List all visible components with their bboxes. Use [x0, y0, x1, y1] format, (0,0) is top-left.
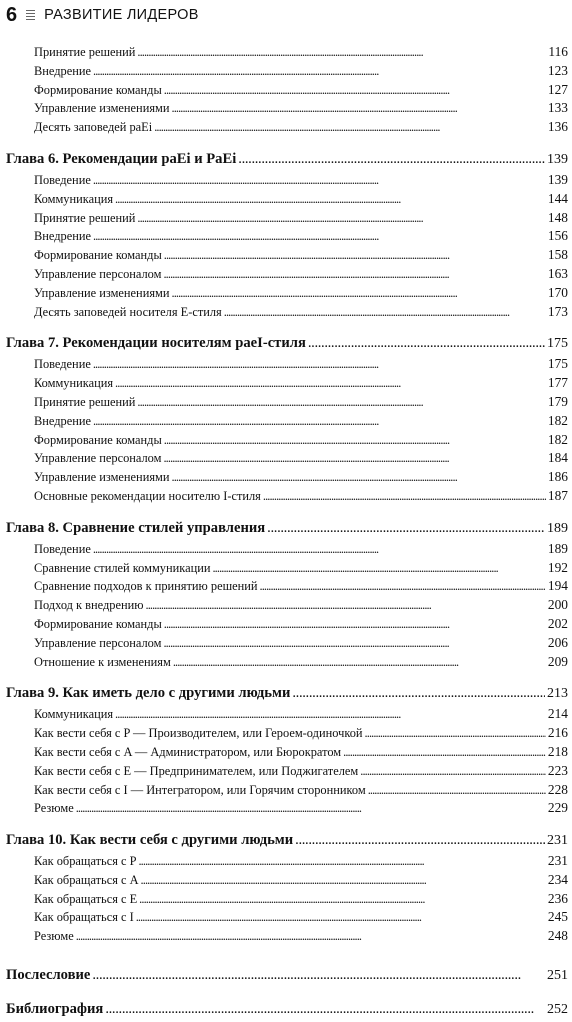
toc-entry-title: Десять заповедей paEi: [34, 120, 153, 135]
toc-entry: [6, 654, 568, 673]
toc-page-number: 192: [547, 559, 568, 575]
toc-entry-title: Коммуникация: [34, 376, 114, 391]
toc-entry: [6, 450, 568, 469]
toc-page-number: 148: [547, 209, 568, 225]
toc-entry-title: Принятие решений: [34, 210, 136, 225]
toc-entry-title: Как обращаться с P: [34, 854, 137, 869]
dot-leader: [368, 783, 546, 798]
toc-entry-title: Сравнение стилей коммуникации: [34, 560, 211, 575]
toc-entry-title: Поведение: [34, 541, 91, 556]
toc-page-number: 214: [547, 706, 568, 722]
dot-leader: [137, 211, 546, 226]
toc-entry: [6, 63, 568, 82]
toc-entry: [6, 210, 568, 229]
dot-leader: [93, 229, 546, 244]
toc-entry-title: Глава 8. Сравнение стилей управления: [6, 519, 266, 536]
toc-entry-title: Формирование команды: [34, 616, 162, 631]
dot-leader: [263, 489, 546, 504]
dot-leader: [365, 726, 546, 741]
dot-leader: [138, 854, 545, 869]
toc-page-number: 229: [547, 800, 568, 816]
toc-page-number: 133: [547, 100, 568, 116]
dot-leader: [115, 707, 546, 722]
toc-entry: [6, 909, 568, 928]
toc-entry-title: Управление изменениями: [34, 285, 170, 300]
toc-page-number: 200: [547, 597, 568, 613]
dot-leader: [360, 764, 546, 779]
toc-entry: [6, 853, 568, 872]
toc-page-number: 187: [547, 487, 568, 503]
toc-entry: [6, 744, 568, 763]
dot-leader: [308, 335, 545, 352]
dot-leader: [343, 745, 546, 760]
toc-entry-title: Коммуникация: [34, 707, 114, 722]
toc-entry-title: Подход к внедрению: [34, 598, 144, 613]
dot-leader: [260, 579, 546, 594]
toc-page-number: 182: [547, 412, 568, 428]
toc-entry-title: Формирование команды: [34, 248, 162, 263]
toc-entry-title: Поведение: [34, 172, 91, 187]
toc-page-number: 139: [547, 151, 568, 167]
toc-page-number: 136: [547, 119, 568, 135]
toc-page-number: 177: [547, 375, 568, 391]
dot-leader: [267, 520, 545, 537]
toc-entry-title: Управление изменениями: [34, 101, 170, 116]
dot-leader: [224, 305, 546, 320]
toc-page-number: 194: [547, 578, 568, 594]
dot-leader: [141, 873, 546, 888]
toc-page-number: 116: [548, 44, 568, 59]
toc-entry-title: Резюме: [34, 929, 74, 944]
toc-entry: [6, 488, 568, 507]
toc-entry: [6, 228, 568, 247]
toc-entry-title: Резюме: [34, 801, 74, 816]
dot-leader: [164, 433, 546, 448]
toc-entry: [6, 560, 568, 579]
dot-leader: [76, 801, 546, 816]
dot-leader: [238, 151, 545, 168]
toc-entry-title: Глава 10. Как вести себя с другими людьми: [6, 832, 294, 849]
toc-entry: [6, 800, 568, 819]
toc-entry-title: Внедрение: [34, 229, 91, 244]
toc-chapter-heading: [6, 520, 568, 541]
toc-chapter-heading: [6, 151, 568, 172]
toc-page-number: 170: [547, 284, 568, 300]
dot-leader: [163, 267, 545, 282]
header-separator-icon: [26, 10, 35, 21]
toc-entry: [6, 304, 568, 323]
toc-chapter-heading: [6, 335, 568, 356]
toc-entry-title: Принятие решений: [34, 394, 136, 409]
toc-entry-title: Отношение к изменениям: [34, 654, 171, 669]
toc-chapter-heading: [6, 1001, 568, 1022]
toc-page-number: 223: [547, 762, 568, 778]
toc-entry-title: Послесловие: [6, 967, 91, 984]
toc-entry-title: Глава 9. Как иметь дело с другими людьми: [6, 685, 291, 702]
toc-entry-title: Управление изменениями: [34, 470, 170, 485]
book-title: РАЗВИТИЕ ЛИДЕРОВ: [44, 7, 199, 23]
toc-page-number: 127: [547, 81, 568, 97]
toc-entry: [6, 872, 568, 891]
toc-entry-title: Управление персоналом: [34, 451, 162, 466]
dot-leader: [137, 395, 546, 410]
toc-entry-title: Формирование команды: [34, 432, 162, 447]
toc-entry: [6, 469, 568, 488]
toc-page-number: 252: [547, 1002, 568, 1018]
toc-entry: [6, 432, 568, 451]
dot-leader: [172, 470, 546, 485]
toc-entry: [6, 763, 568, 782]
toc-page-number: 216: [547, 725, 568, 741]
toc-chapter-heading: [6, 832, 568, 853]
toc-entry: [6, 891, 568, 910]
table-of-contents: [6, 44, 568, 1022]
toc-entry: [6, 172, 568, 191]
toc-entry-title: Внедрение: [34, 63, 91, 78]
toc-entry: [6, 394, 568, 413]
dot-leader: [173, 655, 546, 670]
toc-entry: [6, 578, 568, 597]
dot-leader: [172, 101, 546, 116]
toc-entry: [6, 356, 568, 375]
toc-entry-title: Как обращаться с I: [34, 910, 134, 925]
toc-entry: [6, 100, 568, 119]
dot-leader: [93, 357, 546, 372]
running-header: [6, 4, 199, 26]
toc-entry: [6, 635, 568, 654]
dot-leader: [137, 45, 546, 60]
toc-entry: [6, 285, 568, 304]
toc-entry-title: Глава 7. Рекомендации носителям paeI-стиля: [6, 335, 306, 352]
toc-entry-title: Управление персоналом: [34, 266, 162, 281]
dot-leader: [154, 120, 546, 135]
toc-entry-title: Библиография: [6, 1001, 104, 1018]
toc-entry: [6, 119, 568, 138]
dot-leader: [172, 286, 546, 301]
toc-page-number: 245: [547, 909, 568, 925]
toc-entry-title: Как обращаться с A: [34, 872, 139, 887]
dot-leader: [93, 173, 546, 188]
toc-page-number: 218: [547, 743, 568, 759]
toc-page-number: 139: [547, 171, 568, 187]
toc-entry-title: Поведение: [34, 357, 91, 372]
toc-entry: [6, 725, 568, 744]
dot-leader: [292, 685, 545, 702]
toc-entry-title: Десять заповедей носителя E-стиля: [34, 304, 222, 319]
toc-entry: [6, 266, 568, 285]
toc-entry-title: Формирование команды: [34, 82, 162, 97]
toc-entry: [6, 928, 568, 947]
dot-leader: [164, 83, 546, 98]
dot-leader: [93, 64, 546, 79]
toc-page-number: 206: [547, 634, 568, 650]
toc-page-number: 186: [547, 469, 568, 485]
toc-page-number: 213: [547, 686, 568, 702]
toc-chapter-heading: [6, 685, 568, 706]
toc-entry: [6, 413, 568, 432]
dot-leader: [92, 967, 545, 984]
page-number: 6: [6, 3, 18, 26]
dot-leader: [136, 910, 546, 925]
toc-entry: [6, 782, 568, 801]
toc-page-number: 189: [547, 520, 568, 536]
toc-entry: [6, 616, 568, 635]
dot-leader: [295, 832, 545, 849]
toc-page-number: 189: [547, 540, 568, 556]
toc-page-number: 251: [547, 968, 568, 984]
toc-page-number: 228: [547, 781, 568, 797]
toc-page-number: 236: [547, 890, 568, 906]
toc-page-number: 175: [547, 356, 568, 372]
toc-page-number: 231: [547, 833, 568, 849]
toc-page-number: 209: [547, 653, 568, 669]
dot-leader: [146, 598, 546, 613]
dot-leader: [93, 542, 546, 557]
toc-entry-title: Как обращаться с E: [34, 891, 138, 906]
dot-leader: [93, 414, 546, 429]
toc-page-number: 123: [547, 62, 568, 78]
dot-leader: [139, 892, 546, 907]
toc-entry: [6, 541, 568, 560]
toc-page-number: 231: [547, 853, 568, 869]
toc-entry-title: Коммуникация: [34, 191, 114, 206]
toc-page-number: 144: [547, 190, 568, 206]
dot-leader: [105, 1001, 545, 1018]
toc-page-number: 175: [547, 336, 568, 352]
toc-chapter-heading: [6, 967, 568, 988]
toc-entry-title: Управление персоналом: [34, 635, 162, 650]
toc-entry: [6, 82, 568, 101]
toc-page-number: 184: [547, 450, 568, 466]
toc-page-number: 234: [547, 871, 568, 887]
toc-page-number: 163: [547, 265, 568, 281]
toc-entry: [6, 375, 568, 394]
toc-page-number: 248: [547, 928, 568, 944]
toc-entry: [6, 597, 568, 616]
toc-entry-title: Глава 6. Рекомендации paEi и PaEi: [6, 150, 237, 167]
toc-page-number: 202: [547, 615, 568, 631]
toc-page-number: 158: [547, 247, 568, 263]
dot-leader: [163, 636, 545, 651]
dot-leader: [163, 451, 545, 466]
toc-entry-title: Сравнение подходов к принятию решений: [34, 579, 258, 594]
toc-entry: [6, 706, 568, 725]
dot-leader: [164, 617, 546, 632]
toc-entry-title: Как вести себя с P — Производителем, или Героем-одиночкой: [34, 726, 363, 741]
toc-entry-title: Как вести себя с A — Администратором, или Бюрократом: [34, 744, 342, 759]
toc-entry: [6, 247, 568, 266]
toc-entry: [6, 44, 568, 63]
toc-entry: [6, 191, 568, 210]
toc-entry-title: Как вести себя с E — Предпринимателем, или Поджигателем: [34, 763, 359, 778]
toc-entry-title: Основные рекомендации носителю I-стиля: [34, 488, 261, 503]
toc-entry-title: Как вести себя с I — Интегратором, или Горячим сторонником: [34, 782, 366, 797]
dot-leader: [76, 929, 546, 944]
toc-page-number: 179: [547, 393, 568, 409]
dot-leader: [115, 376, 546, 391]
dot-leader: [164, 248, 546, 263]
toc-page-number: 156: [547, 228, 568, 244]
toc-entry-title: Внедрение: [34, 413, 91, 428]
dot-leader: [115, 192, 546, 207]
toc-page-number: 173: [547, 303, 568, 319]
dot-leader: [212, 561, 545, 576]
toc-entry-title: Принятие решений: [34, 45, 136, 59]
toc-page-number: 182: [547, 431, 568, 447]
